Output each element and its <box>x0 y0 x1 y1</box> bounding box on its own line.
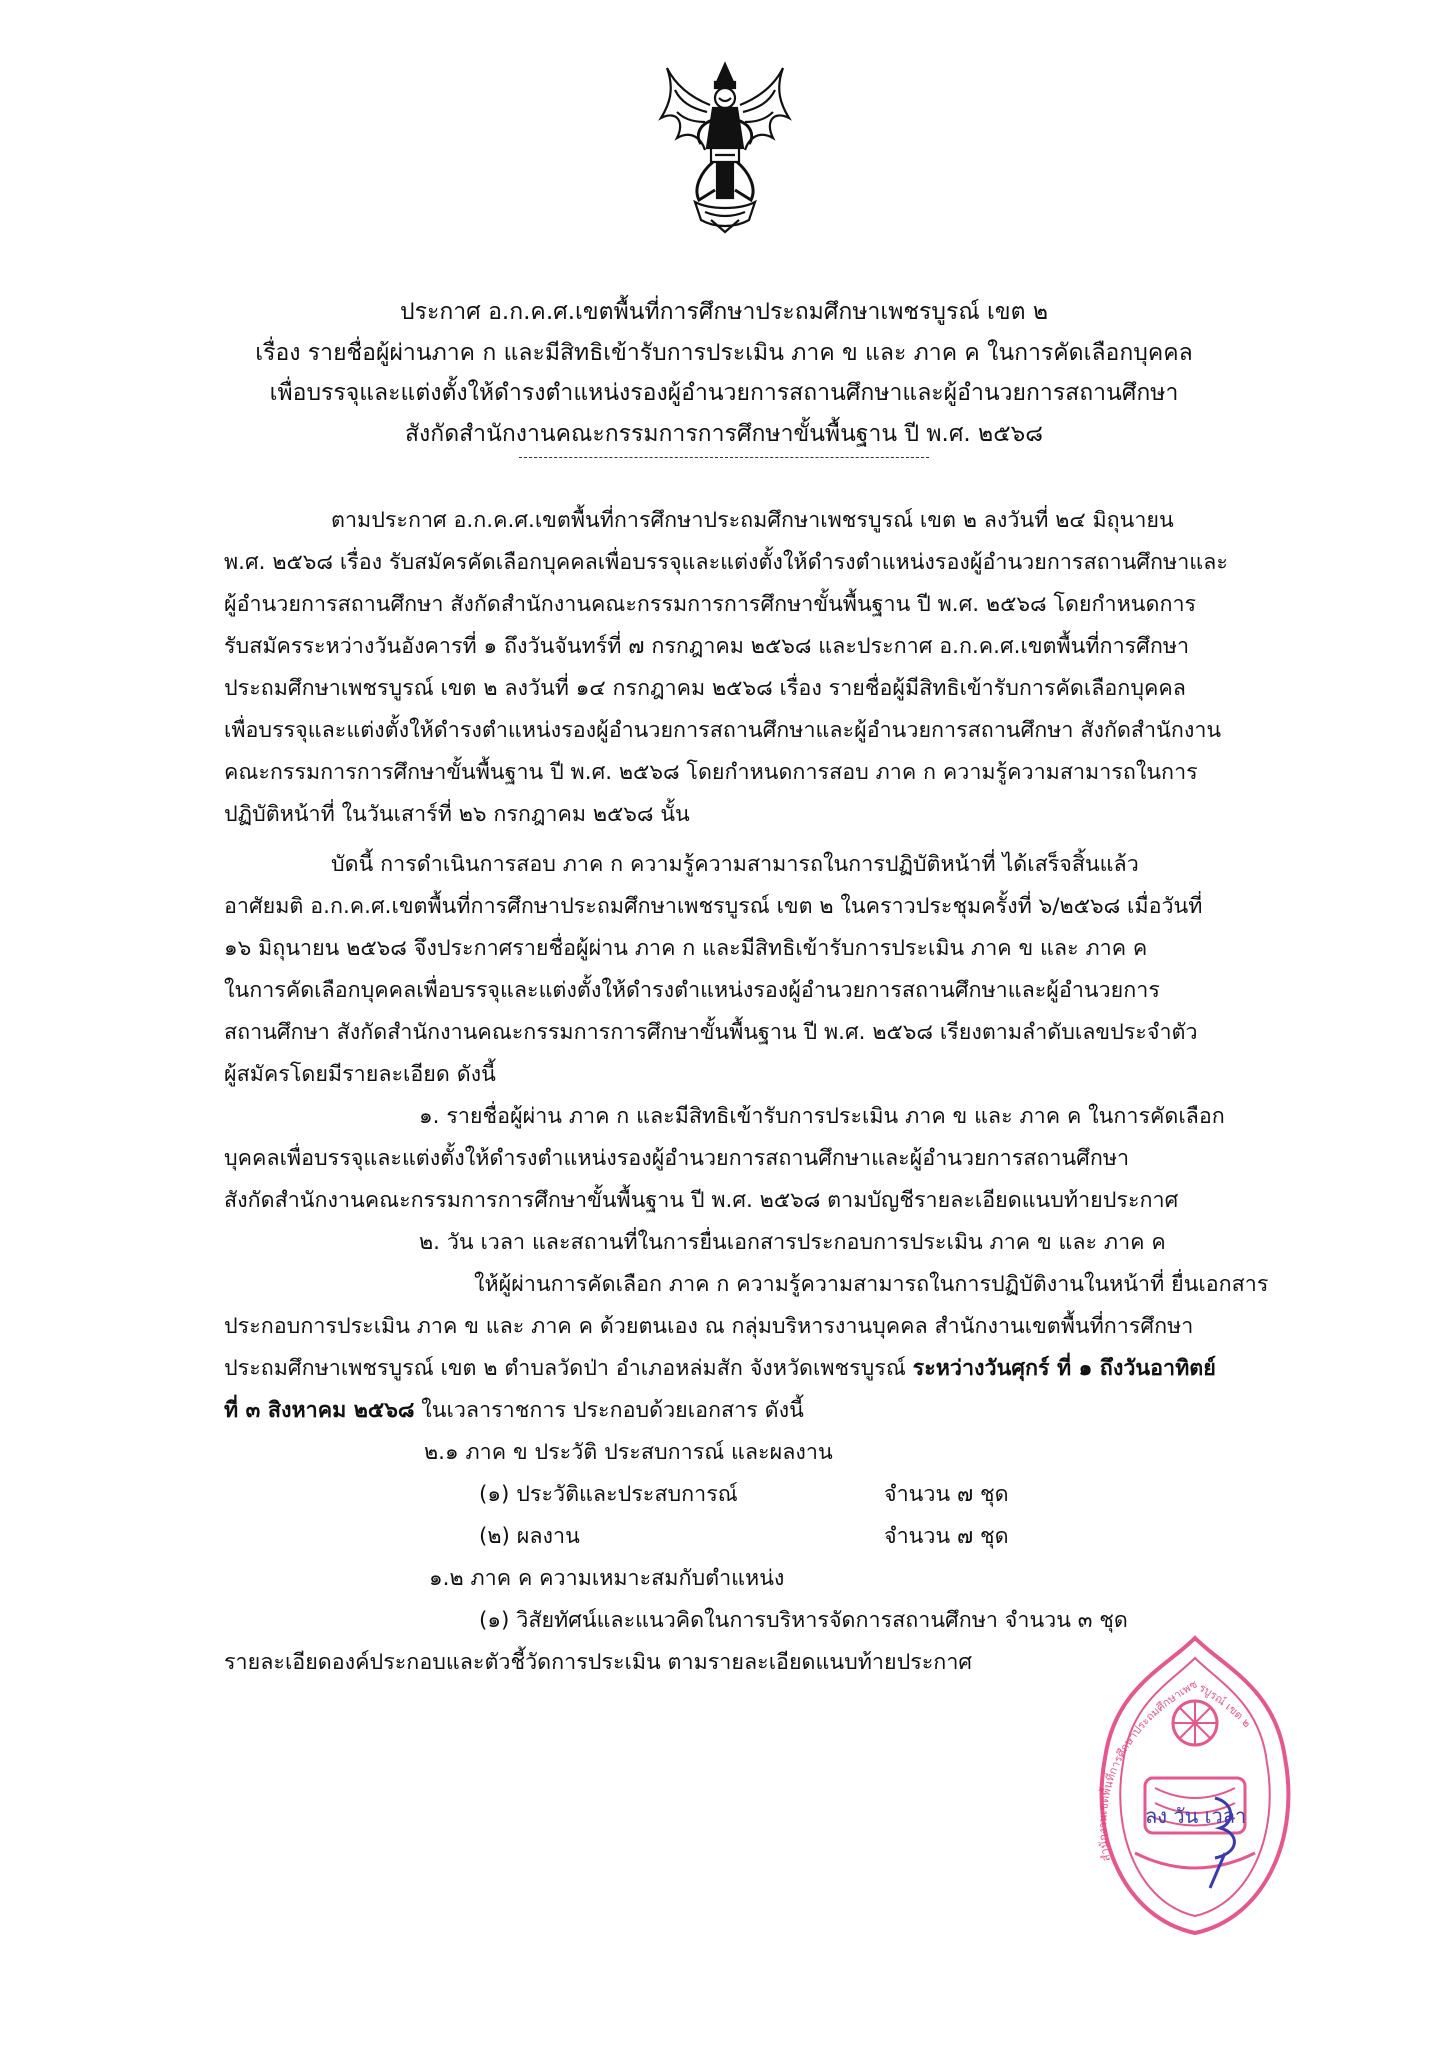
title-line: เรื่อง รายชื่อผู้ผ่านภาค ก และมีสิทธิเข้ารับการประเมิน ภาค ข และ ภาค ค ในการคัดเลือกบุคคล <box>255 339 1193 366</box>
text-line: บัดนี้ การดำเนินการสอบ ภาค ก ความรู้ความสามารถในการปฏิบัติหน้าที่ ได้เสร็จสิ้นแล้ว <box>331 852 1139 877</box>
date-range-bold: ระหว่างวันศุกร์ ที่ ๑ ถึงวันอาทิตย์ <box>912 1356 1216 1381</box>
document-row <box>224 1516 1269 1558</box>
announcement-title <box>150 292 1298 458</box>
document-row <box>224 1474 1269 1516</box>
document-item: (๑) ประวัติและประสบการณ์ <box>479 1482 738 1507</box>
closing-line: รายละเอียดองค์ประกอบและตัวชี้วัดการประเมิน ตามรายละเอียดแนบท้ายประกาศ <box>224 1650 973 1675</box>
document-item: (๒) ผลงาน <box>479 1524 580 1549</box>
sub-item-2-1 <box>224 1432 1269 1558</box>
text-line: ๑๖ มิถุนายน ๒๕๖๘ จึงประกาศรายชื่อผู้ผ่าน ภาค ก และมีสิทธิเข้ารับการประเมิน ภาค ข และ ภาค ค <box>224 936 1148 961</box>
text-line: คณะกรรมการการศึกษาขั้นพื้นฐาน ปี พ.ศ. ๒๕๖๘ โดยกำหนดการสอบ ภาค ก ความรู้ความสามารถในการ <box>224 760 1198 785</box>
text-line: ให้ผู้ผ่านการคัดเลือก ภาค ก ความรู้ความสามารถในการปฏิบัติงานในหน้าที่ ยื่นเอกสาร <box>474 1272 1269 1297</box>
text-line: สถานศึกษา สังกัดสำนักงานคณะกรรมการการศึกษาขั้นพื้นฐาน ปี พ.ศ. ๒๕๖๘ เรียงตามลำดับเลขประจำตัว <box>224 1020 1198 1045</box>
paragraph-2 <box>224 844 1269 1096</box>
text-line: รับสมัครระหว่างวันอังคารที่ ๑ ถึงวันจันทร์ที่ ๗ กรกฎาคม ๒๕๖๘ และประกาศ อ.ก.ค.ศ.เขตพื้นที่การศึกษา <box>224 634 1190 659</box>
text-line: สังกัดสำนักงานคณะกรรมการการศึกษาขั้นพื้นฐาน ปี พ.ศ. ๒๕๖๘ ตามบัญชีรายละเอียดแนบท้ายประกาศ <box>224 1188 1179 1213</box>
text-line: ผู้อำนวยการสถานศึกษา สังกัดสำนักงานคณะกรรมการการศึกษาขั้นพื้นฐาน ปี พ.ศ. ๒๕๖๘ โดยกำหนดการ <box>224 592 1197 617</box>
official-seal-stamp <box>1075 1628 1315 1948</box>
title-line: สังกัดสำนักงานคณะกรรมการการศึกษาขั้นพื้นฐาน ปี พ.ศ. ๒๕๖๘ <box>405 420 1043 447</box>
text-line: ประกอบการประเมิน ภาค ข และ ภาค ค ด้วยตนเอง ณ กลุ่มบริหารงานบุคคล สำนักงานเขตพื้นที่การศึกษา <box>224 1314 1194 1339</box>
text-line: บุคคลเพื่อบรรจุและแต่งตั้งให้ดำรงตำแหน่งรองผู้อำนวยการสถานศึกษาและผู้อำนวยการสถานศึกษา <box>224 1146 1130 1171</box>
text-plain: ในเวลาราชการ ประกอบด้วยเอกสาร ดังนี้ <box>414 1398 804 1423</box>
date-end-bold: ที่ ๓ สิงหาคม ๒๕๖๘ <box>224 1398 415 1423</box>
text-plain: ประถมศึกษาเพชรบูรณ์ เขต ๒ ตำบลวัดป่า อำเภอหล่มสัก จังหวัดเพชรบูรณ์ <box>224 1356 913 1381</box>
item-2-heading: ๒. วัน เวลา และสถานที่ในการยื่นเอกสารประกอบการประเมิน ภาค ข และ ภาค ค <box>419 1230 1166 1255</box>
seal-text: สำนักงานเขตพื้นที่การศึกษาประถมศึกษาเพชรบูรณ์ เขต ๒ <box>1096 1677 1254 1863</box>
text-line: อาศัยมติ อ.ก.ค.ศ.เขตพื้นที่การศึกษาประถมศึกษาเพชรบูรณ์ เขต ๒ ในคราวประชุมครั้งที่ ๖/๒๕๖๘ เมื่อวันที่ <box>224 894 1203 919</box>
item-2 <box>224 1222 1269 1432</box>
title-line: เพื่อบรรจุและแต่งตั้งให้ดำรงตำแหน่งรองผู้อำนวยการสถานศึกษาและผู้อำนวยการสถานศึกษา <box>269 380 1179 406</box>
text-line: ในการคัดเลือกบุคคลเพื่อบรรจุและแต่งตั้งให้ดำรงตำแหน่งรองผู้อำนวยการสถานศึกษาและผู้อำนวยการ <box>224 978 1160 1003</box>
text-line: เพื่อบรรจุและแต่งตั้งให้ดำรงตำแหน่งรองผู้อำนวยการสถานศึกษาและผู้อำนวยการสถานศึกษา สังกัดสำนักงาน <box>224 718 1222 743</box>
text-line: ๑. รายชื่อผู้ผ่าน ภาค ก และมีสิทธิเข้ารับการประเมิน ภาค ข และ ภาค ค ในการคัดเลือก <box>419 1104 1225 1129</box>
text-line: ประถมศึกษาเพชรบูรณ์ เขต ๒ ลงวันที่ ๑๔ กรกฎาคม ๒๕๖๘ เรื่อง รายชื่อผู้มีสิทธิเข้ารับการคัดเลือกบุคคล <box>224 676 1186 701</box>
item-1 <box>224 1096 1269 1222</box>
sub-heading: ๒.๑ ภาค ข ประวัติ ประสบการณ์ และผลงาน <box>424 1440 833 1465</box>
document-quantity: จำนวน ๗ ชุด <box>884 1482 1009 1507</box>
document-quantity: จำนวน ๗ ชุด <box>884 1524 1009 1549</box>
title-divider <box>519 457 929 458</box>
garuda-emblem-icon <box>655 60 795 235</box>
paragraph-1 <box>224 500 1269 836</box>
document-row: (๑) วิสัยทัศน์และแนวคิดในการบริหารจัดการสถานศึกษา จำนวน ๓ ชุด <box>479 1608 1128 1633</box>
title-line: ประกาศ อ.ก.ค.ศ.เขตพื้นที่การศึกษาประถมศึกษาเพชรบูรณ์ เขต ๒ <box>400 299 1048 325</box>
seal-handwriting: ลง วัน เวลา <box>1145 1804 1247 1828</box>
document-body <box>224 500 1269 1684</box>
text-line: พ.ศ. ๒๕๖๘ เรื่อง รับสมัครคัดเลือกบุคคลเพื่อบรรจุและแต่งตั้งให้ดำรงตำแหน่งรองผู้อำนวยการสถานศึกษาและ <box>224 550 1228 575</box>
sub-heading: ๑.๒ ภาค ค ความเหมาะสมกับตำแหน่ง <box>429 1566 785 1591</box>
text-line <box>224 1348 1269 1390</box>
text-line: ตามประกาศ อ.ก.ค.ศ.เขตพื้นที่การศึกษาประถมศึกษาเพชรบูรณ์ เขต ๒ ลงวันที่ ๒๔ มิถุนายน <box>331 508 1174 533</box>
text-line <box>224 1390 1269 1432</box>
text-line: ปฏิบัติหน้าที่ ในวันเสาร์ที่ ๒๖ กรกฎาคม ๒๕๖๘ นั้น <box>224 802 690 827</box>
text-line: ผู้สมัครโดยมีรายละเอียด ดังนี้ <box>224 1062 496 1087</box>
